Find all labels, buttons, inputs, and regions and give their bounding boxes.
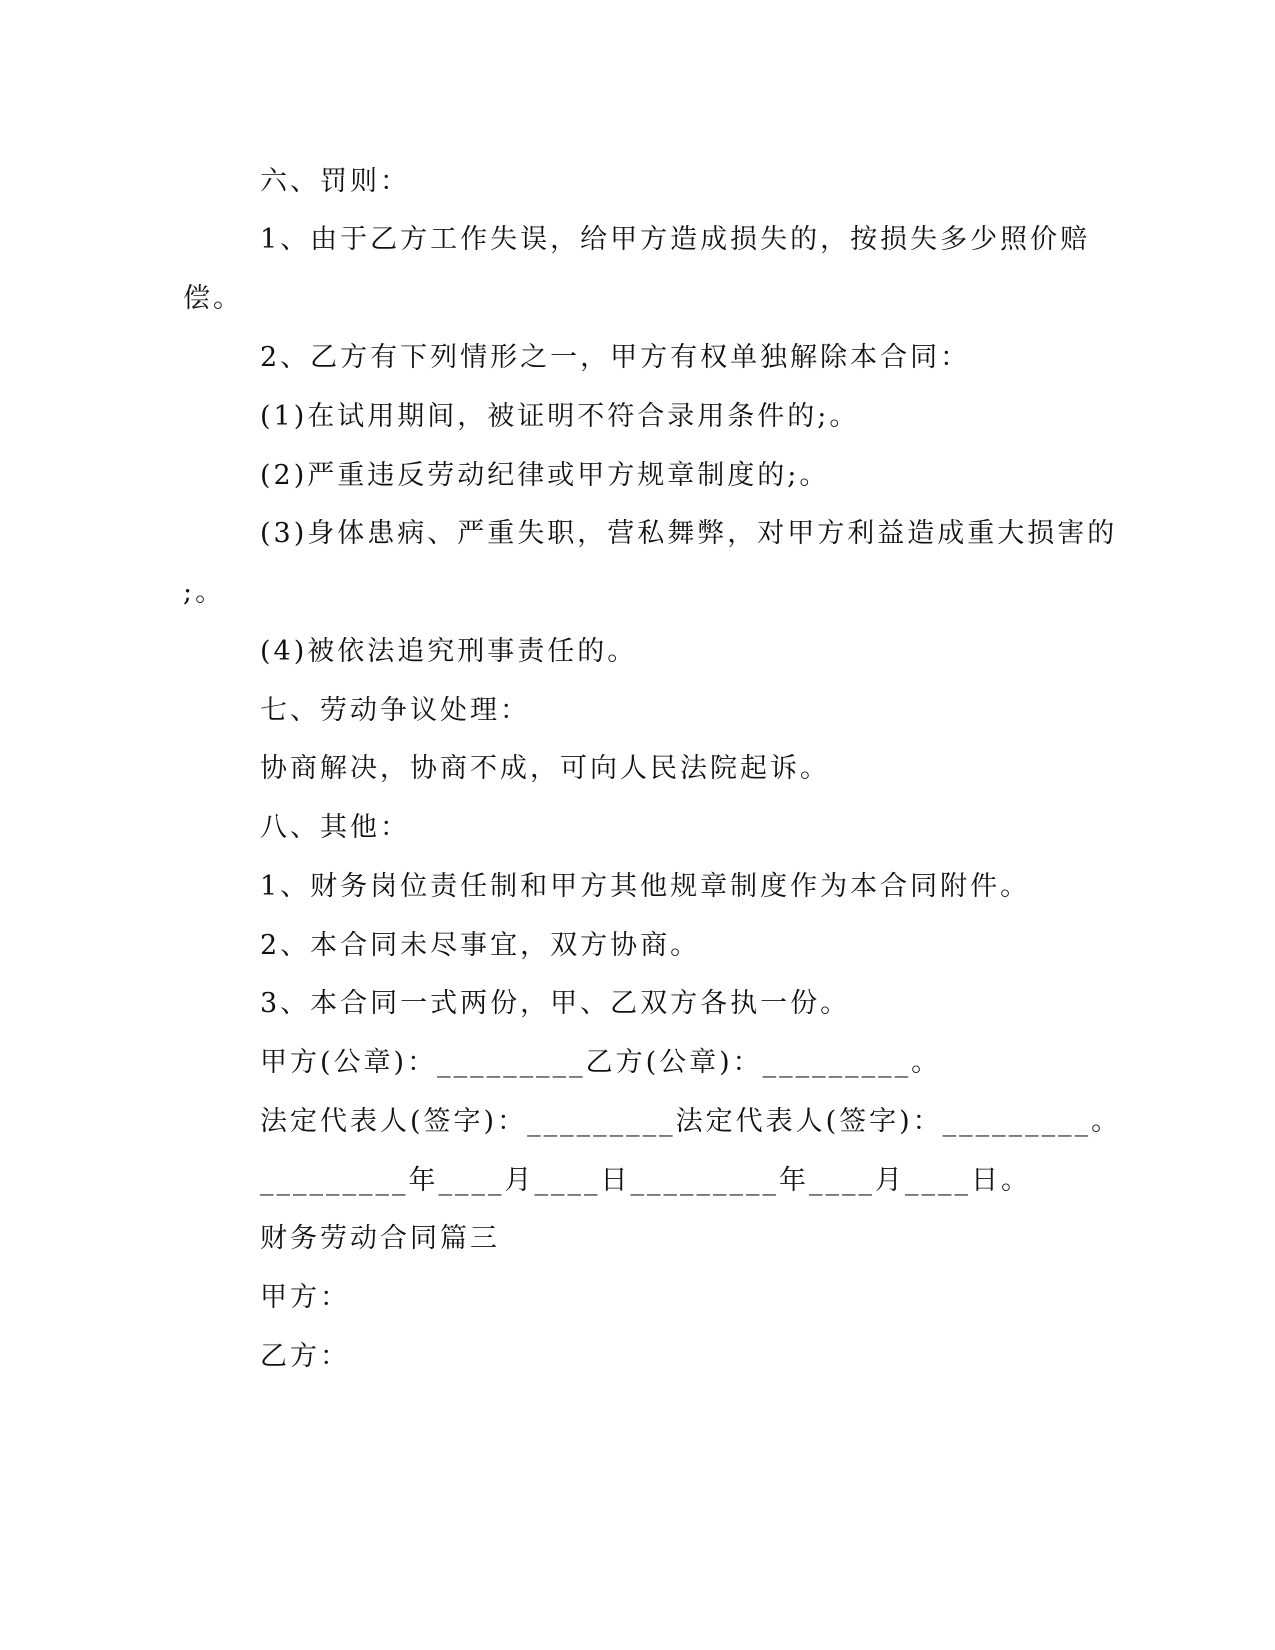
penalty-item-1: (1)在试用期间，被证明不符合录用条件的;。: [260, 401, 860, 432]
penalty-item-4: (4)被依法追究刑事责任的。: [260, 636, 638, 667]
penalty-clause-1: 1、由于乙方工作失误，给甲方造成损失的，按损失多少照价赔: [260, 224, 1091, 255]
section-seven-heading: 七、劳动争议处理：: [260, 695, 530, 726]
penalty-item-3: (3)身体患病、严重失职，营私舞弊，对甲方利益造成重大损害的: [260, 518, 1118, 549]
representative-signature-line: 法定代表人(签字)：_________法定代表人(签字)：_________。: [260, 1106, 1122, 1137]
section-eight-heading: 八、其他：: [260, 812, 410, 843]
party-a-label: 甲方：: [260, 1282, 350, 1313]
seal-signature-line: 甲方(公章)：_________乙方(公章)：_________。: [260, 1047, 942, 1078]
penalty-item-2: (2)严重违反劳动纪律或甲方规章制度的;。: [260, 460, 830, 491]
penalty-clause-1-continued: 偿。: [183, 283, 243, 314]
date-line: _________年____月____日_________年____月____日。: [260, 1165, 1031, 1196]
section-six-heading: 六、罚则：: [260, 166, 410, 197]
party-b-label: 乙方：: [260, 1341, 350, 1372]
contract-part-three-title: 财务劳动合同篇三: [260, 1223, 500, 1254]
penalty-item-3-continued: ;。: [183, 577, 226, 608]
other-clause-1: 1、财务岗位责任制和甲方其他规章制度作为本合同附件。: [260, 871, 1031, 902]
other-clause-2: 2、本合同未尽事宜，双方协商。: [260, 930, 701, 961]
dispute-resolution-text: 协商解决，协商不成，可向人民法院起诉。: [260, 753, 830, 784]
penalty-clause-2: 2、乙方有下列情形之一，甲方有权单独解除本合同：: [260, 342, 971, 373]
other-clause-3: 3、本合同一式两份，甲、乙双方各执一份。: [260, 988, 851, 1019]
